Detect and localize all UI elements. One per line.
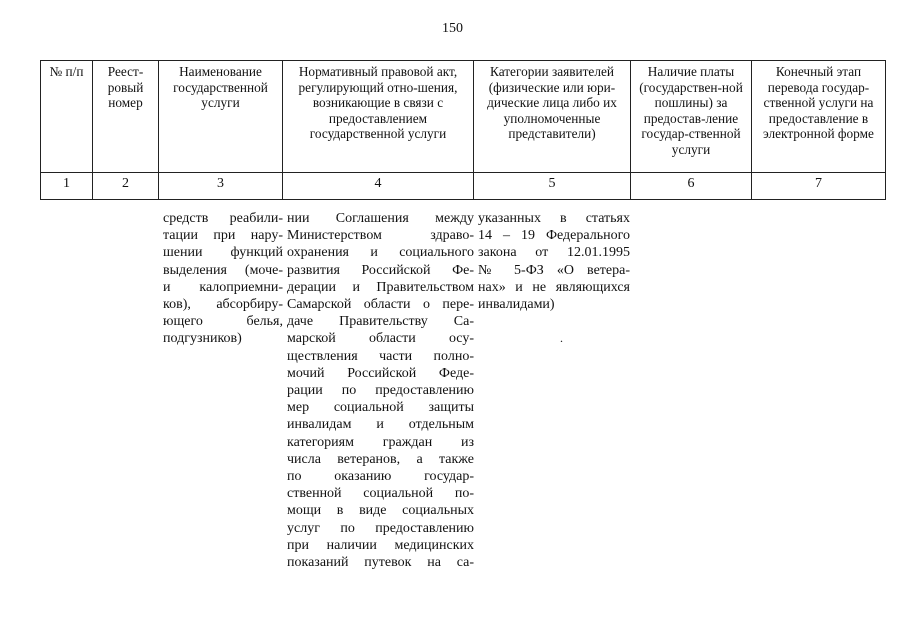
column-number: 3 [159, 173, 283, 200]
header-legal-act: Нормативный правовой акт, регулирующий отно-шения, возникающие в связи с предоставлением государственной услуги [283, 61, 474, 173]
text-line: инвалидам и отдельным [287, 417, 474, 433]
text-line: даче Правительству Са- [287, 314, 474, 330]
text-line: нах» и не являющихся [478, 279, 630, 295]
text-line: мер социальной защиты [287, 400, 474, 416]
header-registry-number: Реест-ровый номер [93, 61, 159, 173]
column-number-row [41, 173, 886, 200]
header-fee: Наличие платы (государствен-ной пошлины) за предостав-ление государ-ственной услуги [631, 61, 752, 173]
text-line: охранения и социального [287, 245, 474, 261]
service-name-continuation [163, 210, 283, 348]
text-line: при наличии медицинских [287, 537, 474, 553]
column-number: 2 [93, 173, 159, 200]
legal-act-continuation [287, 210, 474, 571]
column-number: 5 [474, 173, 631, 200]
column-number: 6 [631, 173, 752, 200]
text-line: выделения (моче- [163, 262, 283, 278]
text-line: Министерством здраво- [287, 228, 474, 244]
text-line: дерации и Правительством [287, 279, 474, 295]
text-line: развития Российской Фе- [287, 262, 474, 278]
column-number: 7 [752, 173, 886, 200]
text-line: категориям граждан из [287, 434, 474, 450]
services-table-header [40, 60, 886, 200]
header-service-name: Наименование государственной услуги [159, 61, 283, 173]
text-line: нии Соглашения между [287, 211, 474, 226]
text-line: подгузников) [163, 331, 242, 347]
applicants-continuation [478, 210, 630, 313]
text-line: № 5-ФЗ «О ветера- [478, 262, 630, 278]
text-line: шении функций [163, 245, 283, 261]
header-applicant-categories: Категории заявителей (физические или юри-дические лица либо их уполномоченные представители) [474, 61, 631, 173]
stray-mark: . [560, 331, 563, 345]
header-row [41, 61, 886, 173]
text-line: 14 – 19 Федерального [478, 228, 630, 244]
text-line: закона от 12.01.1995 [478, 245, 630, 261]
column-number: 4 [283, 173, 474, 200]
text-line: мочий Российской Феде- [287, 365, 474, 381]
page-number: 150 [442, 21, 463, 36]
text-line: рации по предоставлению [287, 383, 474, 399]
text-line: мощи в виде социальных [287, 503, 474, 519]
text-line: числа ветеранов, а также [287, 451, 474, 467]
text-line: инвалидами) [478, 297, 555, 313]
text-line: по оказанию государ- [287, 469, 474, 485]
text-line: тации при нару- [163, 228, 283, 244]
text-line: ственной социальной по- [287, 486, 474, 502]
header-number: № п/п [41, 61, 93, 173]
text-line: и калоприемни- [163, 279, 283, 295]
text-line: указанных в статьях [478, 211, 630, 226]
header-electronic-stage: Конечный этап перевода государ-ственной услуги на предоставление в электронной форме [752, 61, 886, 173]
text-line: ков), абсорбиру- [163, 297, 283, 313]
text-line: ществления части полно- [287, 348, 474, 364]
text-line: Самарской области о пере- [287, 297, 474, 313]
text-line: ющего белья, [163, 314, 283, 330]
text-line: марской области осу- [287, 331, 474, 347]
text-line: услуг по предоставлению [287, 520, 474, 536]
text-line: показаний путевок на са- [287, 555, 474, 571]
text-line: средств реабили- [163, 211, 283, 226]
column-number: 1 [41, 173, 93, 200]
